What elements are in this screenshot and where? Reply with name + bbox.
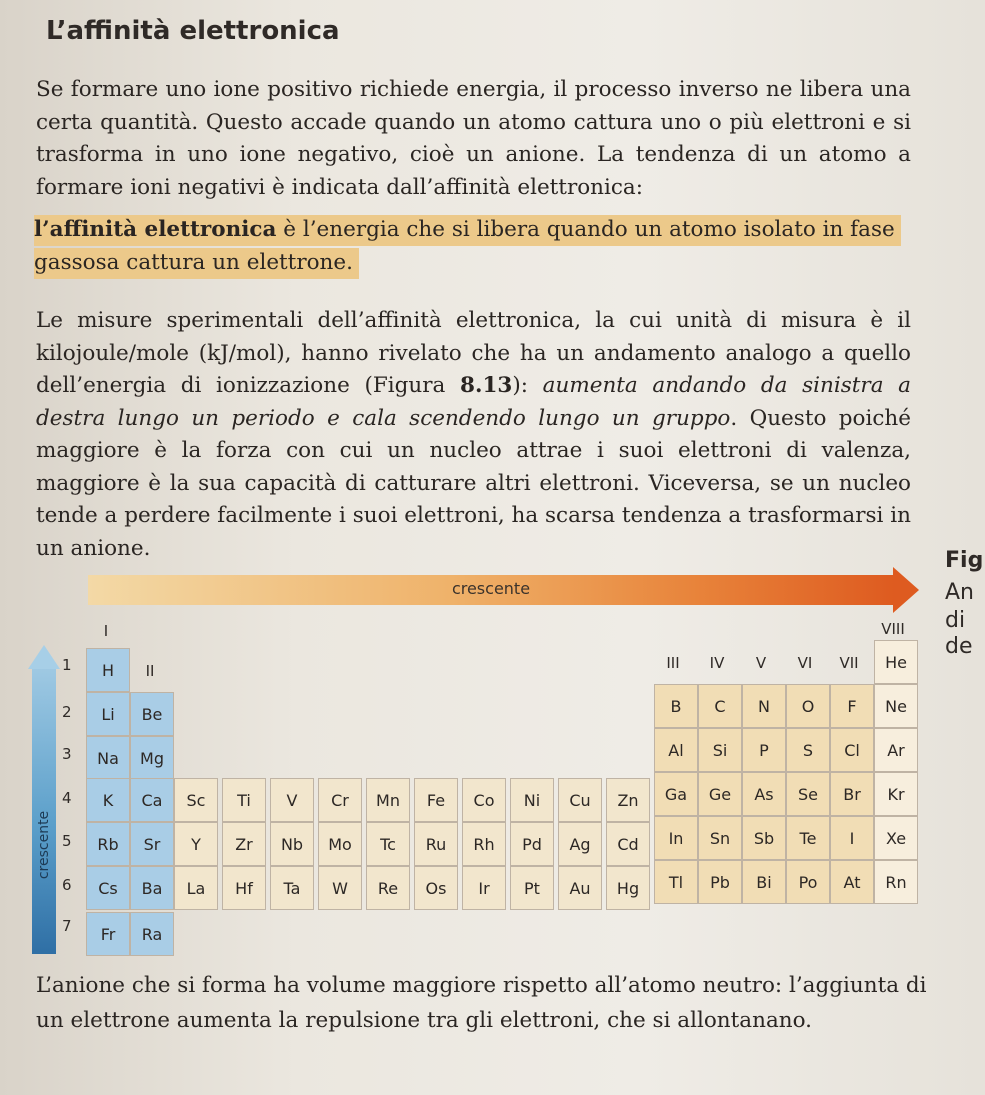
element-S: S — [786, 728, 830, 772]
element-Ge: Ge — [698, 772, 742, 816]
definition-term: l’affinità elettronica — [34, 217, 277, 242]
element-Pt: Pt — [510, 866, 554, 910]
element-Po: Po — [786, 860, 830, 904]
element-Ti: Ti — [222, 778, 266, 822]
trend-italic: aumenta andando da sinistra a destra lungo un periodo e cala scendendo lungo un gruppo — [36, 373, 911, 431]
element-B: B — [654, 684, 698, 728]
vertical-arrow-label: crescente — [36, 810, 52, 880]
period-label-2: 2 — [62, 703, 72, 721]
figure-caption-line-2: di — [945, 608, 966, 633]
figure-reference: 8.13 — [460, 373, 513, 398]
element-Ru: Ru — [414, 822, 458, 866]
horizontal-arrow-label: crescente — [451, 579, 531, 598]
group-label-VII: VII — [839, 654, 859, 672]
figure-caption-line-1: An — [945, 580, 974, 605]
element-Pd: Pd — [510, 822, 554, 866]
trend-paragraph — [36, 305, 911, 565]
element-Pb: Pb — [698, 860, 742, 904]
element-At: At — [830, 860, 874, 904]
element-O: O — [786, 684, 830, 728]
group-label-I: I — [103, 622, 109, 640]
element-Li: Li — [86, 692, 130, 736]
element-Ir: Ir — [462, 866, 506, 910]
element-Fe: Fe — [414, 778, 458, 822]
element-K: K — [86, 778, 130, 822]
trend-text-3: . Questo poiché maggiore è la forza con cui un nucleo attrae i suoi elettroni di valenza, maggiore è la sua capacità di catturare altri elettroni. Viceversa, se un nucleo tende a perdere facilmente i suoi elettroni, ha scarsa tendenza a trasformarsi in un anione. — [36, 405, 911, 561]
period-label-6: 6 — [62, 876, 72, 894]
figure-caption-fig: Fig — [945, 548, 984, 573]
element-Al: Al — [654, 728, 698, 772]
element-Re: Re — [366, 866, 410, 910]
element-Hf: Hf — [222, 866, 266, 910]
element-Ne: Ne — [874, 684, 918, 728]
group-label-III: III — [666, 654, 680, 672]
element-Hg: Hg — [606, 866, 650, 910]
element-Ta: Ta — [270, 866, 314, 910]
element-Sc: Sc — [174, 778, 218, 822]
element-Sr: Sr — [130, 822, 174, 866]
element-Cd: Cd — [606, 822, 650, 866]
element-Os: Os — [414, 866, 458, 910]
period-label-5: 5 — [62, 832, 72, 850]
element-Br: Br — [830, 772, 874, 816]
element-Cu: Cu — [558, 778, 602, 822]
definition-text: è l’energia che si libera quando un atomo isolato in fase gassosa cattura un elettrone. — [34, 217, 895, 275]
element-Y: Y — [174, 822, 218, 866]
element-Nb: Nb — [270, 822, 314, 866]
element-Xe: Xe — [874, 816, 918, 860]
element-N: N — [742, 684, 786, 728]
element-Rh: Rh — [462, 822, 506, 866]
element-Ra: Ra — [130, 912, 174, 956]
element-F: F — [830, 684, 874, 728]
vertical-arrow-head-icon — [28, 645, 60, 669]
group-label-V: V — [755, 654, 767, 672]
element-Ar: Ar — [874, 728, 918, 772]
trend-text-2: ): — [512, 373, 543, 398]
element-Mg: Mg — [130, 736, 174, 780]
group-label-VI: VI — [797, 654, 813, 672]
element-W: W — [318, 866, 362, 910]
element-He: He — [874, 640, 918, 684]
element-Na: Na — [86, 736, 130, 780]
intro-paragraph: Se formare uno ione positivo richiede energia, il processo inverso ne libera una certa quantità. Questo accade quando un atomo cattura uno o più elettroni e si trasforma in uno ione negativo, cioè un anione. La tendenza di un atomo a formare ioni negativi è indicata dall’affinità elettronica: — [36, 77, 911, 200]
group-label-IV: IV — [709, 654, 725, 672]
element-As: As — [742, 772, 786, 816]
element-Ba: Ba — [130, 866, 174, 910]
element-Mo: Mo — [318, 822, 362, 866]
element-P: P — [742, 728, 786, 772]
element-V: V — [270, 778, 314, 822]
element-Au: Au — [558, 866, 602, 910]
element-Cr: Cr — [318, 778, 362, 822]
element-Sb: Sb — [742, 816, 786, 860]
element-Zn: Zn — [606, 778, 650, 822]
period-label-7: 7 — [62, 917, 72, 935]
anion-volume-paragraph: L’anione che si forma ha volume maggiore rispetto all’atomo neutro: l’aggiunta di un elettrone aumenta la repulsione tra gli elettroni, che si allontanano. — [36, 973, 927, 1033]
element-Mn: Mn — [366, 778, 410, 822]
element-Zr: Zr — [222, 822, 266, 866]
group-label-II: II — [145, 662, 155, 680]
section-heading: L’affinità elettronica — [46, 16, 340, 46]
element-Sn: Sn — [698, 816, 742, 860]
period-label-1: 1 — [62, 656, 72, 674]
element-Tc: Tc — [366, 822, 410, 866]
element-Si: Si — [698, 728, 742, 772]
element-Kr: Kr — [874, 772, 918, 816]
element-Rn: Rn — [874, 860, 918, 904]
period-label-4: 4 — [62, 789, 72, 807]
element-Fr: Fr — [86, 912, 130, 956]
element-Rb: Rb — [86, 822, 130, 866]
element-Te: Te — [786, 816, 830, 860]
element-Se: Se — [786, 772, 830, 816]
element-Cl: Cl — [830, 728, 874, 772]
trend-text-1: Le misure sperimentali dell’affinità elettronica, la cui unità di misura è il kilojoule/mole (kJ/mol), hanno rivelato che ha un andamento analogo a quello dell’energia di ionizzazione (Figura — [36, 308, 911, 398]
definition-box — [34, 213, 906, 295]
element-Ag: Ag — [558, 822, 602, 866]
period-label-3: 3 — [62, 745, 72, 763]
horizontal-arrow-head-icon — [893, 567, 919, 613]
element-Be: Be — [130, 692, 174, 736]
element-La: La — [174, 866, 218, 910]
element-H: H — [86, 648, 130, 692]
element-Ni: Ni — [510, 778, 554, 822]
element-In: In — [654, 816, 698, 860]
element-Ga: Ga — [654, 772, 698, 816]
element-Tl: Tl — [654, 860, 698, 904]
figure-caption-line-3: de — [945, 634, 973, 659]
element-Cs: Cs — [86, 866, 130, 910]
element-Ca: Ca — [130, 778, 174, 822]
element-I: I — [830, 816, 874, 860]
group-label-VIII: VIII — [881, 620, 905, 638]
element-C: C — [698, 684, 742, 728]
element-Co: Co — [462, 778, 506, 822]
element-Bi: Bi — [742, 860, 786, 904]
